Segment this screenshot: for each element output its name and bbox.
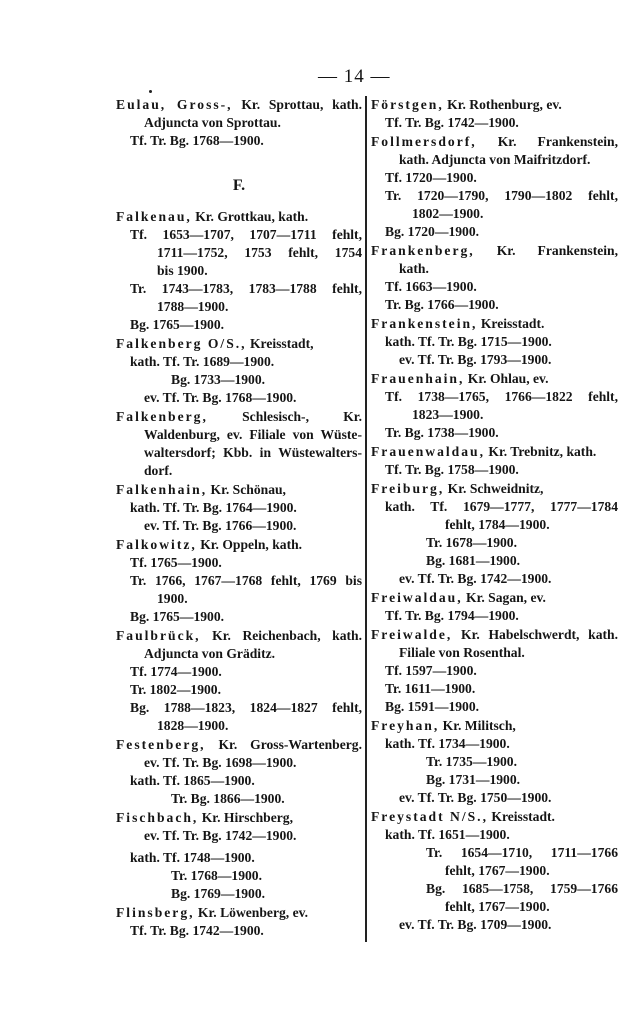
entry-line — [371, 607, 618, 625]
entry-text: ev. Tf. Tr. Bg. 1793—1900. — [399, 352, 552, 367]
entry-line — [116, 772, 362, 790]
entry-headline — [116, 536, 362, 554]
entry-text: 1823—1900. — [412, 407, 484, 422]
entry-line — [371, 424, 618, 442]
entry-line — [371, 570, 618, 588]
entry-text: Tr. Bg. 1866—1900. — [171, 791, 285, 806]
entry-text: Tr. Bg. 1766—1900. — [385, 297, 499, 312]
entry-line — [371, 898, 618, 916]
entry-line — [371, 223, 618, 241]
entry-headline — [371, 242, 618, 260]
entry-text: ev. Tf. Tr. Bg. 1750—1900. — [399, 790, 552, 805]
entry-line — [371, 826, 618, 844]
entry-text: Kr. Reichenbach, kath. — [200, 628, 362, 643]
entry-text: Tr. 1720—1790, 1790—1802 fehlt, — [385, 188, 618, 203]
entry-line — [116, 353, 362, 371]
entry-line — [371, 552, 618, 570]
entry-text: Bg. 1765—1900. — [130, 609, 225, 624]
place-name: Freystadt N/S., — [371, 809, 488, 824]
place-name: Freiburg, — [371, 481, 445, 496]
entry-line — [116, 389, 362, 407]
entry-headline — [116, 627, 362, 645]
entry-headline — [116, 481, 362, 499]
entry-text: kath. Adjuncta von Maifritzdorf. — [399, 152, 591, 167]
entry-text: Tr. 1735—1900. — [426, 754, 518, 769]
entry-line — [116, 517, 362, 535]
entry-text: kath. Tf. 1651—1900. — [385, 827, 510, 842]
entry-text: Bg. 1681—1900. — [426, 553, 521, 568]
entry-line — [371, 680, 618, 698]
entry-line — [371, 753, 618, 771]
entry-line — [116, 645, 362, 663]
entry-line — [116, 316, 362, 334]
entry-line — [116, 499, 362, 517]
entry-line — [371, 644, 618, 662]
entry-text: Tf. 1597—1900. — [385, 663, 477, 678]
entry-text: kath. — [399, 261, 429, 276]
entry-text: Tr. 1743—1783, 1783—1788 fehlt, — [130, 281, 362, 296]
entry-headline — [371, 443, 618, 461]
ink-speck — [149, 90, 152, 93]
entry-headline — [116, 208, 362, 226]
entry-text: kath. Tf. Tr. Bg. 1715—1900. — [385, 334, 552, 349]
entry-text: Tf. Tr. Bg. 1758—1900. — [385, 462, 519, 477]
entry-text: Tf. Tr. Bg. 1768—1900. — [130, 133, 264, 148]
place-name: Falkenberg, — [116, 409, 208, 424]
entry-text: kath. Tf. Tr. Bg. 1764—1900. — [130, 500, 297, 515]
entry-headline — [371, 96, 618, 114]
entry-text: Tf. 1663—1900. — [385, 279, 477, 294]
entry-text: Tr. 1611—1900. — [385, 681, 476, 696]
entry-text: 1828—1900. — [157, 718, 229, 733]
entry-headline — [371, 589, 618, 607]
entry-line — [371, 698, 618, 716]
entry-line — [371, 169, 618, 187]
entry-text: fehlt, 1767—1900. — [445, 863, 550, 878]
entry-text: 1900. — [157, 591, 188, 606]
entry-text: Tr. 1654—1710, 1711—1766 — [426, 845, 618, 860]
entry-line — [116, 849, 362, 867]
entry-text: Tr. 1802—1900. — [130, 682, 222, 697]
entry-text: Kr. Ohlau, ev. — [464, 371, 549, 386]
right-column — [371, 95, 618, 934]
entry-text: Kr. Frankenstein, — [476, 134, 618, 149]
entry-headline — [371, 480, 618, 498]
entry-text: Kr. Hirschberg, — [198, 810, 293, 825]
entry-text: fehlt, 1767—1900. — [445, 899, 550, 914]
place-name: Falkowitz, — [116, 537, 197, 552]
entry-text: Tf. Tr. Bg. 1742—1900. — [385, 115, 519, 130]
entry-text: kath. Tf. 1748—1900. — [130, 850, 255, 865]
entry-line — [116, 244, 362, 262]
entry-line — [116, 114, 362, 132]
entry-line — [371, 735, 618, 753]
entry-text: waltersdorf; Kbb. in Wüstewalters- — [144, 445, 362, 460]
entry-text: Kr. Rothenburg, ev. — [443, 97, 562, 112]
entry-headline — [116, 904, 362, 922]
entry-line — [371, 534, 618, 552]
entry-headline — [116, 809, 362, 827]
entry-headline — [116, 736, 362, 754]
entry-line — [116, 371, 362, 389]
entry-text: Kr. Löwenberg, ev. — [194, 905, 309, 920]
entry-text: fehlt, 1784—1900. — [445, 517, 550, 532]
entry-text: 1711—1752, 1753 fehlt, 1754 — [157, 245, 362, 260]
entry-text: kath. Tf. Tr. 1689—1900. — [130, 354, 275, 369]
entry-line — [371, 278, 618, 296]
place-name: Eulau, Gross-, — [116, 97, 233, 112]
entry-text: Tr. Bg. 1738—1900. — [385, 425, 499, 440]
entry-line — [116, 132, 362, 150]
entry-line — [116, 922, 362, 940]
entry-text: Tr. 1678—1900. — [426, 535, 518, 550]
entry-text: Bg. 1765—1900. — [130, 317, 225, 332]
entry-line — [116, 426, 362, 444]
entry-line — [116, 608, 362, 626]
entry-line — [371, 351, 618, 369]
entry-line — [371, 114, 618, 132]
entry-text: Tf. 1720—1900. — [385, 170, 477, 185]
place-name: Fischbach, — [116, 810, 199, 825]
entry-line — [116, 298, 362, 316]
entry-text: Adjuncta von Sprottau. — [144, 115, 281, 130]
entry-line — [116, 590, 362, 608]
entry-text: 1788—1900. — [157, 299, 229, 314]
entries-before-section — [116, 96, 362, 150]
entry-text: Bg. 1685—1758, 1759—1766 — [426, 881, 618, 896]
entry-text: Kr. Sprottau, kath. — [232, 97, 362, 112]
entry-line — [371, 498, 618, 516]
entry-text: Kr. Trebnitz, kath. — [485, 444, 597, 459]
entry-text: ev. Tf. Tr. Bg. 1766—1900. — [144, 518, 297, 533]
entry-line — [116, 663, 362, 681]
entry-text: kath. Tf. 1865—1900. — [130, 773, 255, 788]
entry-line — [371, 205, 618, 223]
entry-line — [371, 844, 618, 862]
entry-headline — [371, 133, 618, 151]
place-name: Förstgen, — [371, 97, 444, 112]
entry-line — [116, 867, 362, 885]
entry-text: Tr. 1766, 1767—1768 fehlt, 1769 bis — [130, 573, 362, 588]
entry-text: Kr. Habelschwerdt, kath. — [452, 627, 618, 642]
entry-line — [116, 681, 362, 699]
entry-headline — [371, 370, 618, 388]
column-divider — [365, 96, 367, 942]
entry-text: Kr. Schönau, — [207, 482, 286, 497]
entry-text: Kr. Grottkau, kath. — [191, 209, 309, 224]
entry-text: Kr. Gross-Wartenberg. — [205, 737, 362, 752]
place-name: Frauenwaldau, — [371, 444, 485, 459]
entry-line — [116, 754, 362, 772]
place-name: Frankenstein, — [371, 316, 478, 331]
entry-headline — [116, 408, 362, 426]
entry-text: Bg. 1733—1900. — [171, 372, 266, 387]
entry-line — [371, 260, 618, 278]
entry-line — [116, 790, 362, 808]
entry-text: ev. Tf. Tr. Bg. 1698—1900. — [144, 755, 297, 770]
entry-headline — [371, 626, 618, 644]
entry-text: kath. Tf. 1734—1900. — [385, 736, 510, 751]
entry-line — [116, 699, 362, 717]
entries-after-section — [116, 208, 362, 940]
place-name: Frankenberg, — [371, 243, 475, 258]
place-name: Freyhan, — [371, 718, 440, 733]
entry-headline — [371, 315, 618, 333]
entry-line — [116, 717, 362, 735]
entry-line — [371, 151, 618, 169]
place-name: Falkenau, — [116, 209, 192, 224]
entry-headline — [116, 96, 362, 114]
entry-line — [116, 280, 362, 298]
entry-line — [116, 885, 362, 903]
entry-text: Bg. 1720—1900. — [385, 224, 480, 239]
entry-line — [116, 262, 362, 280]
entry-line — [116, 226, 362, 244]
entry-headline — [116, 335, 362, 353]
place-name: Faulbrück, — [116, 628, 201, 643]
entry-text: Tf. 1774—1900. — [130, 664, 222, 679]
entry-text: Tf. Tr. Bg. 1742—1900. — [130, 923, 264, 938]
entry-text: Kreisstadt. — [487, 809, 555, 824]
entry-text: Tf. 1653—1707, 1707—1711 fehlt, — [130, 227, 362, 242]
entry-text: kath. Tf. 1679—1777, 1777—1784 — [385, 499, 618, 514]
place-name: Follmersdorf, — [371, 134, 477, 149]
entry-text: Bg. 1788—1823, 1824—1827 fehlt, — [130, 700, 362, 715]
entry-text: ev. Tf. Tr. Bg. 1742—1900. — [399, 571, 552, 586]
place-name: Freiwalde, — [371, 627, 453, 642]
entry-line — [371, 916, 618, 934]
entry-text: Kreisstadt. — [477, 316, 545, 331]
entry-line — [116, 554, 362, 572]
place-name: Falkenberg O/S., — [116, 336, 247, 351]
entry-text: Waldenburg, ev. Filiale von Wüste- — [144, 427, 362, 442]
entry-line — [116, 827, 362, 845]
entry-text: Tr. 1768—1900. — [171, 868, 263, 883]
entry-line — [371, 516, 618, 534]
left-column — [116, 95, 362, 940]
entry-text: ev. Tf. Tr. Bg. 1742—1900. — [144, 828, 297, 843]
entry-line — [371, 880, 618, 898]
entry-text: Filiale von Rosenthal. — [399, 645, 525, 660]
entry-line — [116, 572, 362, 590]
entry-line — [371, 333, 618, 351]
entry-text: Bg. 1731—1900. — [426, 772, 521, 787]
entry-text: ev. Tf. Tr. Bg. 1768—1900. — [144, 390, 297, 405]
entry-line — [371, 662, 618, 680]
entry-text: Kreisstadt, — [246, 336, 314, 351]
place-name: Freiwaldau, — [371, 590, 463, 605]
entry-line — [371, 187, 618, 205]
entry-line — [371, 406, 618, 424]
page-number: — 14 — — [318, 66, 391, 87]
place-name: Falkenhain, — [116, 482, 208, 497]
place-name: Frauenhain, — [371, 371, 465, 386]
entry-text: Tf. 1738—1765, 1766—1822 fehlt, — [385, 389, 618, 404]
entry-text: Kr. Schweidnitz, — [444, 481, 544, 496]
entry-text: ev. Tf. Tr. Bg. 1709—1900. — [399, 917, 552, 932]
place-name: Flinsberg, — [116, 905, 195, 920]
entry-text: Kr. Sagan, ev. — [462, 590, 546, 605]
entry-text: Bg. 1769—1900. — [171, 886, 266, 901]
entry-text: Kr. Oppeln, kath. — [196, 537, 303, 552]
entry-text: Adjuncta von Gräditz. — [144, 646, 276, 661]
entry-line — [371, 771, 618, 789]
entry-line — [371, 461, 618, 479]
entry-text: Kr. Militsch, — [439, 718, 516, 733]
entry-line — [371, 296, 618, 314]
entry-text: Tf. Tr. Bg. 1794—1900. — [385, 608, 519, 623]
section-heading: F. — [232, 177, 246, 194]
entry-line — [371, 388, 618, 406]
entry-line — [116, 462, 362, 480]
entry-line — [116, 444, 362, 462]
entry-headline — [371, 808, 618, 826]
entry-text: Kr. Frankenstein, — [474, 243, 618, 258]
entry-text: dorf. — [144, 463, 173, 478]
entry-text: bis 1900. — [157, 263, 208, 278]
entry-text: 1802—1900. — [412, 206, 484, 221]
entry-line — [371, 862, 618, 880]
entry-headline — [371, 717, 618, 735]
entry-line — [371, 789, 618, 807]
entry-text: Tf. 1765—1900. — [130, 555, 222, 570]
entry-text: Schlesisch-, Kr. — [207, 409, 362, 424]
place-name: Festenberg, — [116, 737, 206, 752]
entry-text: Bg. 1591—1900. — [385, 699, 480, 714]
